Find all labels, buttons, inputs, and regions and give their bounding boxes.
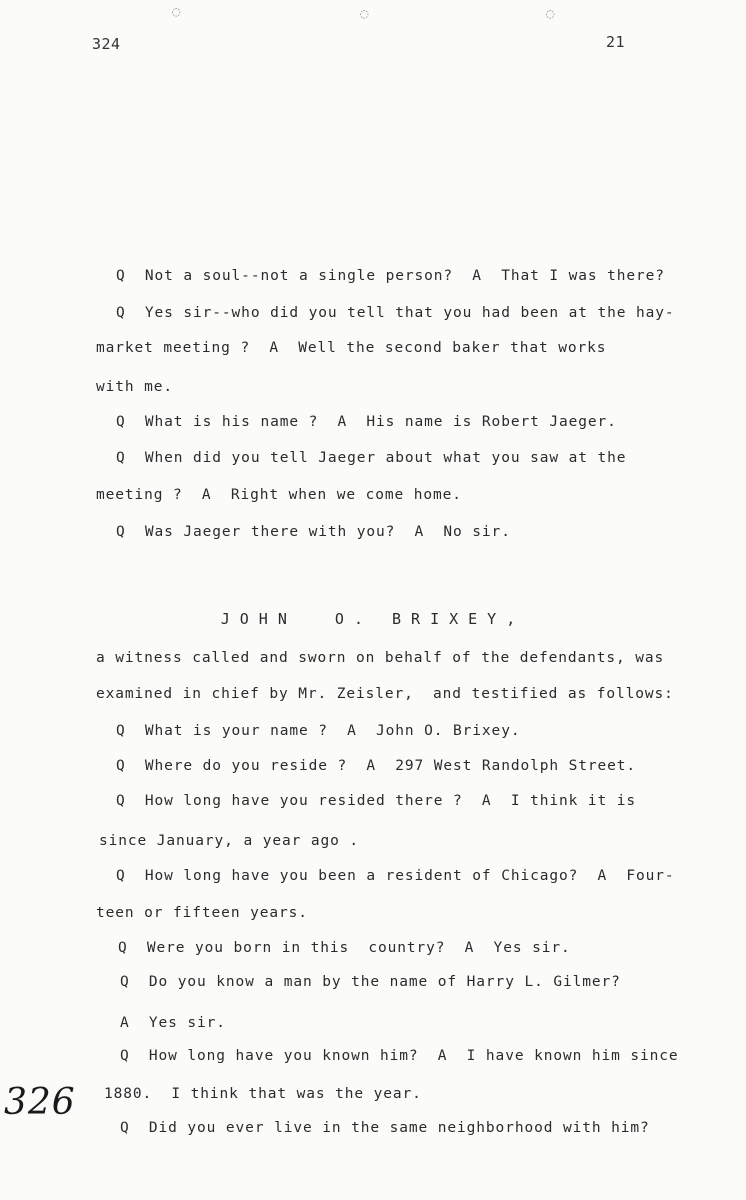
testimony-line: teen or fifteen years.: [96, 905, 308, 921]
testimony-line: Q How long have you known him? A I have known him since: [120, 1048, 679, 1064]
testimony-line: a witness called and sworn on behalf of the defendants, was: [96, 650, 665, 666]
punch-hole-mark: ◌: [172, 4, 181, 20]
testimony-line: A Yes sir.: [120, 1015, 226, 1031]
testimony-line: Q What is your name ? A John O. Brixey.: [116, 723, 521, 739]
handwritten-page-annotation: 326: [4, 1082, 76, 1123]
testimony-line: Q Was Jaeger there with you? A No sir.: [116, 524, 511, 540]
page-number-right: 21: [606, 33, 626, 51]
testimony-line: 1880. I think that was the year.: [104, 1086, 422, 1102]
testimony-line: Q Yes sir--who did you tell that you had been at the hay-: [116, 305, 675, 321]
testimony-line: examined in chief by Mr. Zeisler, and testified as follows:: [96, 686, 674, 702]
testimony-line: Q Not a soul--not a single person? A That I was there?: [116, 268, 665, 284]
testimony-line: Q How long have you resided there ? A I think it is: [116, 793, 637, 809]
testimony-line: Q Did you ever live in the same neighborhood with him?: [120, 1120, 650, 1136]
page-number-left: 324: [92, 35, 121, 53]
testimony-line: Q Do you know a man by the name of Harry L. Gilmer?: [120, 974, 621, 990]
testimony-line: Q Were you born in this country? A Yes sir.: [118, 940, 571, 956]
testimony-line: Q How long have you been a resident of Chicago? A Four-: [116, 868, 675, 884]
testimony-line: market meeting ? A Well the second baker that works: [96, 340, 607, 356]
punch-hole-mark: ◌: [546, 6, 555, 22]
testimony-line: since January, a year ago .: [99, 833, 360, 849]
testimony-line: Q Where do you reside ? A 297 West Randolph Street.: [116, 758, 637, 774]
testimony-line: Q What is his name ? A His name is Robert Jaeger.: [116, 414, 617, 430]
testimony-line: Q When did you tell Jaeger about what you saw at the: [116, 450, 627, 466]
testimony-line: meeting ? A Right when we come home.: [96, 487, 462, 503]
witness-heading: JOHN O. BRIXEY,: [220, 610, 526, 628]
testimony-line: with me.: [96, 379, 174, 395]
punch-hole-mark: ◌: [360, 6, 369, 22]
